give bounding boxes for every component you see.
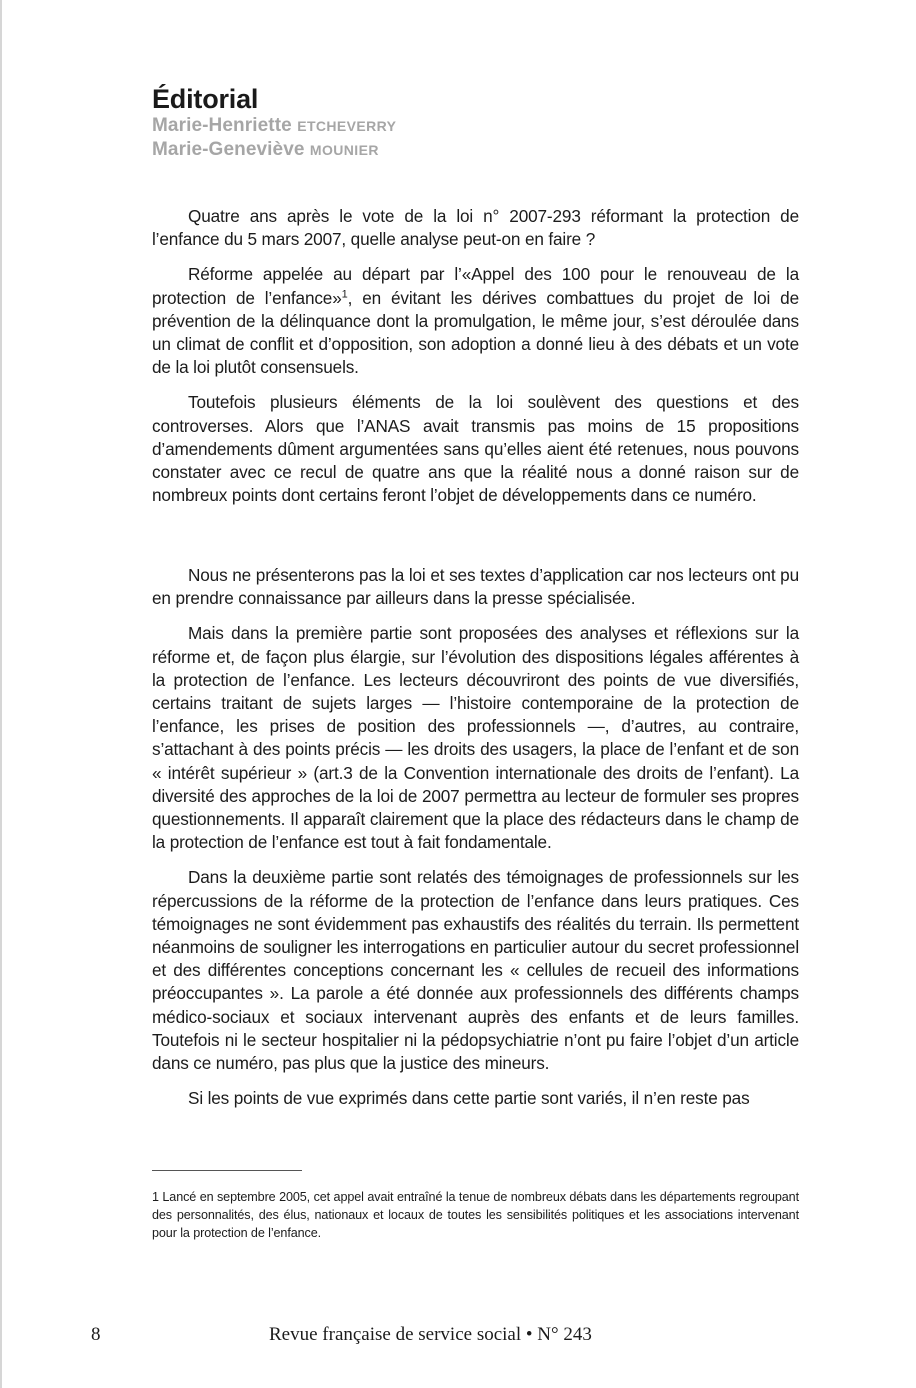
author-2 [152, 138, 396, 162]
page-number: 8 [91, 1324, 101, 1345]
paragraph-6: Dans la deuxième partie sont relatés des témoignages de professionnels sur les répercussions de la réforme de la protection de l’enfance dans leurs pratiques. Ces témoignages ne sont évidemment pas exhaustifs des réalités du terrain. Ils permettent néanmoins de souligner les interrogations en particulier autour du secret professionnel et des différentes conceptions concernant les « cellules de recueil des informations préoccupantes ». La parole a été donnée aux professionnels des différents champs médico-sociaux et sociaux intervenant auprès des enfants et de leurs familles. Toutefois ni le secteur hospitalier ni la pédopsychiatrie n’ont pu faire l’objet d’un article dans ce numéro, pas plus que la justice des mineurs. [152, 867, 799, 1074]
page-edge [0, 0, 2, 1388]
paragraph-2-text-after: , en évitant les dérives combattues du projet de loi de prévention de la délinquance dont la promulgation, le même jour, s’est déroulée dans un climat de conflit et d’opposition, son adoption a donné lieu à des débats et un vote de la loi plutôt consensuels. [152, 287, 799, 378]
paragraph-1: Quatre ans après le vote de la loi n° 2007-293 réformant la protection de l’enfance du 5 mars 2007, quelle analyse peut-on en faire ? [152, 206, 799, 250]
author-1 [152, 114, 396, 138]
paragraph-7: Si les points de vue exprimés dans cette partie sont variés, il n’en reste pas [188, 1088, 750, 1109]
body-section-1 [152, 205, 799, 507]
paragraph-2 [152, 263, 799, 379]
paragraph-5: Mais dans la première partie sont proposées des analyses et réflexions sur la réforme et, de façon plus élargie, sur l’évolution des dispositions légales afférentes à la protection de l’enfance. Les lecteurs découvriront des points de vue diversifiés, certains traitant de sujets larges — l’histoire contemporaine de la protection de l’enfance, les prises de position des professionnels —, d’autres, au contraire, s’attachant à des points précis — les droits des usagers, la place de l’enfant et de son « intérêt supérieur » (art.3 de la Convention internationale des droits de l’enfant). La diversité des approches de la loi de 2007 permettra au lecteur de formuler ses propres questionnements. Il apparaît clairement que la place des rédacteurs dans le champ de la protection de l’enfance est tout à fait fondamentale. [152, 623, 799, 853]
article-header [152, 84, 396, 162]
author-1-first-name: Marie-Henriette [152, 115, 292, 136]
paragraph-3: Toutefois plusieurs éléments de la loi soulèvent des questions et des controverses. Alors que l’ANAS avait transmis pas moins de 15 propositions d’amendements dûment argumentées sans qu’elles aient été retenues, nous pouvons constater avec ce recul de quatre ans que la réalité nous a donné raison sur de nombreux points dont certains feront l’objet de développements dans ce numéro. [152, 392, 799, 506]
paragraph-2-text-before: Réforme appelée au départ par l’«Appel des 100 pour le renouveau de la protection de l’enfance» [152, 264, 799, 308]
footnote-separator [152, 1170, 302, 1171]
running-footer-title: Revue française de service social • N° 243 [269, 1324, 592, 1345]
footnote-1: 1 Lancé en septembre 2005, cet appel avait entraîné la tenue de nombreux débats dans les départements regroupant des personnalités, des élus, nationaux et locaux de toutes les sensibilités politiques et les associations intervenant pour la protection de l’enfance. [152, 1190, 799, 1240]
author-2-first-name: Marie-Geneviève [152, 139, 305, 160]
body-section-2 [152, 564, 799, 1110]
paragraph-4: Nous ne présenterons pas la loi et ses textes d’application car nos lecteurs ont pu en prendre connaissance par ailleurs dans la presse spécialisée. [152, 565, 799, 609]
article-title: Éditorial [152, 84, 259, 114]
author-2-last-name: MOUNIER [309, 142, 379, 158]
author-1-last-name: ETCHEVERRY [297, 118, 397, 134]
footnote-ref-1[interactable]: 1 [341, 287, 348, 300]
